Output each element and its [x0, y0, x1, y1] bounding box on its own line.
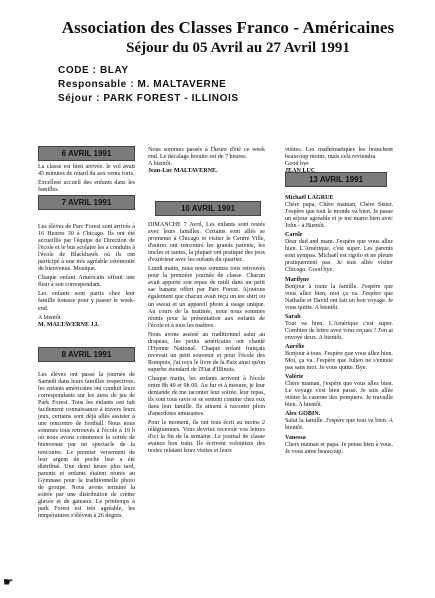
date-heading-13-april: 13 AVRIL 1991	[285, 172, 387, 187]
association-title: Association des Classes Franco - Américaines	[61, 18, 395, 37]
letter-text: Chère maman, j'espère que vous allez bien. Le voyage s'est bien passé. Je suis allée visiter la caserne des pompiers. Je travaille bien. A bientôt.	[285, 381, 393, 409]
letters-list	[285, 195, 393, 458]
letter-author: Alex GOBIN.	[285, 411, 321, 418]
letter-author: Valérie	[285, 374, 304, 381]
code-label: CODE :	[58, 65, 100, 76]
flower-paragraph: Chaque enfant Américain offrait une fleur à son correspondant.	[38, 275, 135, 289]
arrival-paragraph: La classe est bien arrivée. le vol avait 45 minutes de retard du aux vents forts.	[38, 164, 135, 178]
letter-text: Bonjour à toute la famille. J'espère que vous allez bien, moi ça va. J'espère que Nathalie et David ont fait un bon voyage. Je vous quitte. A bientôt.	[285, 283, 393, 311]
saturday-paragraph: Les élèves ont passé la journée de Samedi dans leurs familles respectives. les enfants américains ont conduit leurs correspondants sur les aires de jeu de Park Forest. Tous les enfants ont fait facilement connaissance à travers leurs jeux, certains sont déjà allés assister à une rencontre de football. Nous nous sommes tous retrouvés à l'école à 19 h où nous avons commencé la soirée de bienvenue par un spectacle de la rencontre. Le premier versement de leur argent de poche leur a été distribué. Une demi heure plus tard, parents et enfants étaient réunis au Gymnase pour la traditionnelle photo de groupe. Nous avons terminé la soirée par une distribution de crème glacée et de gateaux. Le printemps à park Forest est très agréable, les températures s'élèvent à 26 degrés.	[38, 372, 135, 519]
middle-column-top	[148, 147, 265, 177]
left-column-block-1	[38, 164, 135, 196]
letter-item	[285, 277, 393, 312]
responsable-line	[58, 79, 226, 90]
responsable-value: M. MALTAVERNE	[137, 79, 227, 90]
welcome-paragraph: Excellent accueil des enfants dans les familles.	[38, 180, 135, 194]
letter-text: Tout va bien. L'Amérique c'est super. Combien de lettre avez vous reçues ? J'en ai envoyé deux. A bientôt.	[285, 320, 393, 341]
letter-item	[285, 411, 393, 432]
middle-column-block	[148, 222, 265, 458]
stay-dates-subtitle: Séjour du 05 Avril au 27 Avril 1991	[126, 40, 350, 56]
summer-time-paragraph: Nous sommes passés à l'heure d'été ce week end. Le décalage horaire est de 7 heures.	[148, 147, 265, 161]
letter-author: Sarah	[285, 313, 301, 320]
date-heading-8-april: 8 AVRIL 1991	[38, 347, 135, 362]
letter-text: Chère papa, Chère maman, Chère Sister. J'espère que tout le monde va bien. Je passe un séjour agréable et je me marre bien avec John - à Bientôt.	[285, 202, 393, 230]
ceremony-paragraph: Les élèves de Parc Forest sont arrivés à 16 Heures 30 à Chicago. Ils ont été accueillis par l'équipe de Direction de l'école et le bus scolaire les a conduits à l'école de Blackhawk où ils ont participé à une très agréable cérémonie de bienvenue. Musique.	[38, 224, 135, 273]
sunday-paragraph: DIMANCHE 7 Avril, Les enfants sont restés avec leurs familles. Certains sont allés se promener à Chicago et visiter le Centre Ville, d'autres ont rencontré les grands parents, les oncles et tantes, la plupart ont pratiqué des jeux d'extérieur avec les enfants du quartier.	[148, 222, 265, 264]
letter-text: Bonjour à tous. J'espère que vous allez bien. Moi, ça va. J'espère que Julien ne s'ennuie pas sans moi. Je vous quitte. Bye.	[285, 350, 393, 372]
monday-paragraph: Lundi matin, nous nous sommes tous retrouvés pour la première journée de classe. Chacun avait apporté son repas de midi dans un petit sac banane offert par Parc Forest. Ajoutons également que chacun avait reçu un tee shirt ou un sweat et un appareil photo à usage unique. Au cours de la matinée, nous nous sommes réunis pour la présentation aux enfants de l'école et à tous les maîtres.	[148, 266, 265, 329]
letter-item	[285, 195, 393, 230]
pointing-hand-icon: ☛	[3, 575, 14, 589]
right-bye: Good bye	[285, 161, 309, 168]
letter-author: Carole	[285, 232, 303, 239]
date-heading-6-april: 6 AVRIL 1991	[38, 146, 135, 161]
maths-paragraph: visites. Les mathématiques les branchent beaucoup moins, mais cela reviendra.	[285, 147, 393, 161]
letter-item	[285, 314, 393, 342]
sejour-value: PARK FOREST - ILLINOIS	[103, 93, 239, 104]
telegrams-paragraph: Pour le moment, ils ont tous écrit au moins 2 télégrammes. Vous devriez recevoir vos lettres d'ici la fin de la semaine. Le journal de classe avance bon train. Ils écrivent volontiers des textes relatant leurs visites et leurs	[148, 420, 265, 455]
sejour-line	[58, 93, 239, 104]
morning-paragraph: Chaque matin, les enfants arrivent à l'école entre 8h 40 et 9h 00. Au fur et à mesure, je leur demande de me raconter leur soirée, leur repas, ils sont tous ravis et se sentent comme chez eux dans leur famille. Ils aiment à raconter plein d'anecdotes amusantes.	[148, 375, 265, 418]
left-bye: A bientôt	[38, 314, 61, 321]
date-heading-10-april: 10 AVRIL 1991	[155, 201, 261, 216]
responsable-label: Responsable :	[58, 79, 138, 90]
letter-author: Aurélie	[285, 343, 305, 350]
middle-signature: Jean-Luc MALTAVERNE.	[148, 168, 218, 175]
date-heading-7-april: 7 AVRIL 1991	[38, 195, 135, 210]
left-signature: M. MALTAVERNE J.L	[38, 321, 100, 328]
letter-item	[285, 344, 393, 372]
letter-item	[285, 374, 393, 409]
code-line	[58, 65, 129, 76]
flag-salute-paragraph: Nous avons assisté au traditionnel salut au drapeau, les petits américains ont chanté l'Hymne National. Chaque enfant français recevait un petit souvenir et pour l'école des Rompois, j'ai reçu le livre de la Paix ainsi qu'un superbe étendard de l'Etat d'Illinois.	[148, 331, 265, 373]
letter-author: Michaël LAGRUE	[285, 195, 334, 201]
letter-text: Salut la famille. J'espère que tout va bien. A bientôt.	[285, 418, 393, 432]
letter-author: Vanessa	[285, 434, 306, 441]
letter-item	[285, 435, 393, 456]
middle-bye: A bientôt.	[148, 161, 173, 168]
letter-text: Chers maman et papa. Je pense bien à vous. Je vous aime beaucoup.	[285, 441, 393, 455]
left-column-block-3	[38, 372, 135, 522]
sejour-label: Séjour :	[58, 93, 104, 104]
letter-text: Dear dad and mam. J'espère que vous allez bien. L'Amérique, c'est super. Les parents sont sympas. Michaël est rigolo et ne pleure pratiquement pas. Je suis allée visiter Chicago. Good bye.	[285, 239, 393, 274]
letter-item	[285, 232, 393, 274]
left-column-block-2	[38, 224, 135, 331]
letter-author: Marilyne	[285, 276, 310, 283]
weekend-paragraph: Les enfants sont partis chez leur famille hotesse pour y passer le week-end.	[38, 291, 135, 312]
code-value: BLAY	[99, 65, 129, 76]
